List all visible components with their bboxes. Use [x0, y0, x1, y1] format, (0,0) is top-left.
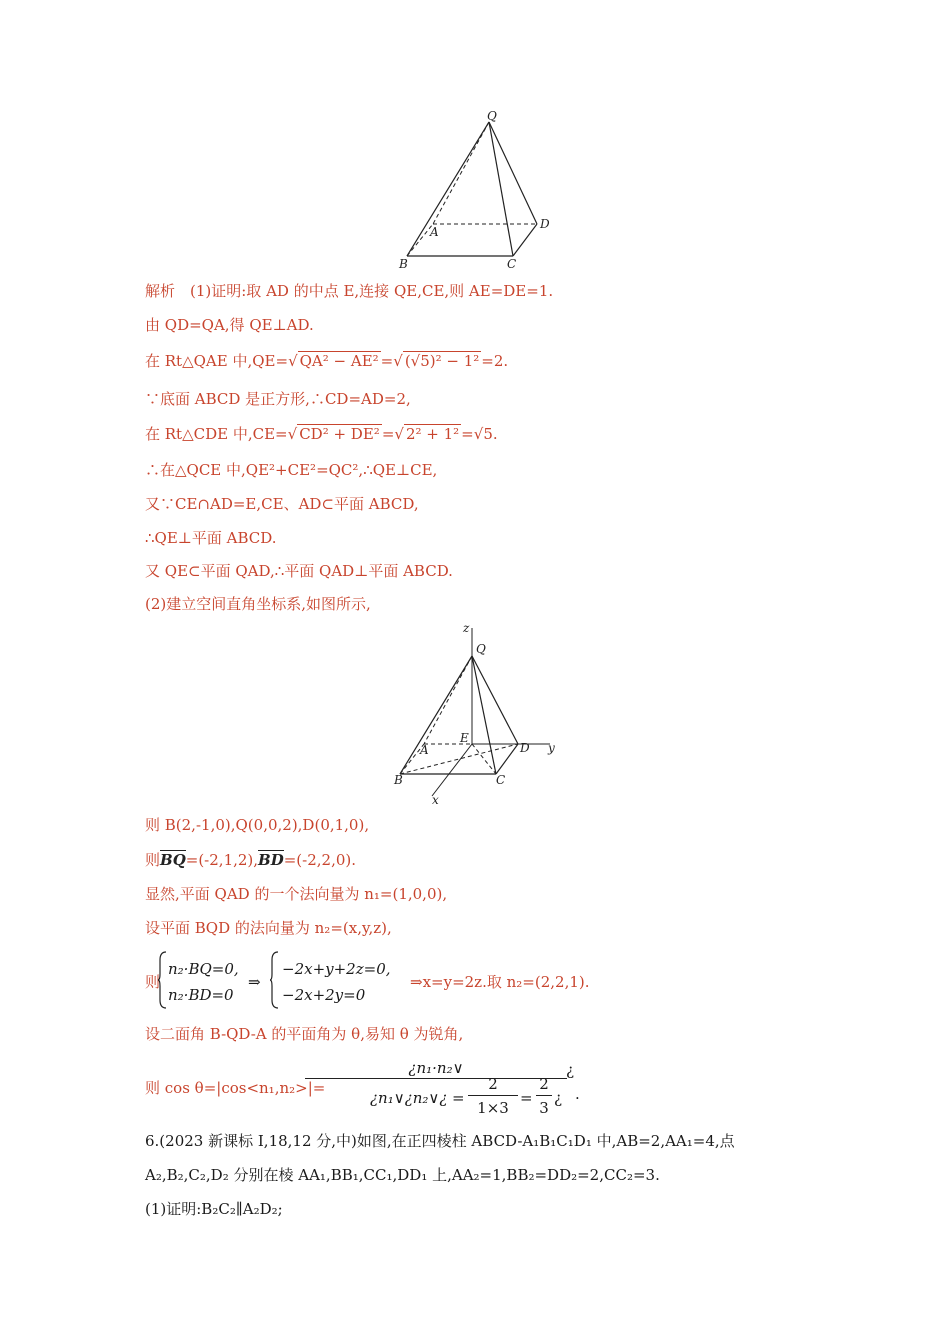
- label-A: A: [430, 225, 439, 239]
- coordinate-figure: [388, 618, 568, 808]
- sqrt-symbol: √: [288, 352, 298, 370]
- label-Q2: Q: [476, 642, 486, 656]
- l3-radicand-2: (√5)² − 1²: [404, 352, 480, 370]
- l12-bq-value: =(-2,1,2),: [185, 851, 259, 869]
- system2-eq1: −2x+y+2z=0,: [282, 960, 391, 978]
- frac-numerator: ¿n₁·n₂∨: [408, 1059, 464, 1077]
- frac3-den: 3: [539, 1099, 549, 1117]
- system-prefix: 则: [145, 973, 161, 991]
- l12-bd-value: =(-2,2,0).: [283, 851, 357, 869]
- sqrt-symbol-4: √: [394, 425, 404, 443]
- label-B: B: [399, 257, 408, 271]
- l5-result: 5.: [483, 425, 498, 443]
- axis-label-x: x: [432, 793, 439, 807]
- l5-eq-2: =: [461, 425, 474, 443]
- solution-line-13: 显然,平面 QAD 的一个法向量为 n₁=(1,0,0),: [145, 885, 448, 903]
- solution-line-5: [145, 424, 498, 444]
- problem-line-1: 6.(2023 新课标 Ⅰ,18,12 分,中)如图,在正四棱柱 ABCD-A₁B₁C₁D₁ 中,AB=2,AA₁=4,点: [145, 1132, 735, 1150]
- l3-eq: =: [380, 352, 394, 370]
- left-brace-1: [158, 950, 168, 1010]
- frac2-den: 1×3: [477, 1099, 509, 1117]
- frac3-bar: [536, 1095, 552, 1096]
- l3-text: 在 Rt△QAE 中,QE=: [145, 352, 289, 370]
- implies-arrow: ⇒: [248, 973, 261, 991]
- solution-line-16: 设二面角 B-QD-A 的平面角为 θ,易知 θ 为锐角,: [145, 1025, 464, 1043]
- label-C2: C: [496, 773, 506, 787]
- axis-label-y: y: [548, 741, 555, 755]
- frac-tail-2: ¿: [566, 1061, 575, 1079]
- sqrt-symbol-3: √: [287, 425, 298, 443]
- axis-label-z: z: [463, 621, 470, 635]
- pyramid-figure: [395, 110, 565, 275]
- system1-eq1: n₂·BQ=0,: [168, 960, 239, 978]
- solution-line-2: 由 QD=QA,得 QE⊥AD.: [145, 316, 314, 334]
- frac-bar: [305, 1078, 567, 1079]
- label-C: C: [507, 257, 517, 271]
- l5-eq: =: [381, 425, 395, 443]
- l3-result: =2.: [481, 352, 509, 370]
- l12-prefix: 则: [145, 851, 161, 869]
- label-D2: D: [520, 741, 530, 755]
- frac-tail: ¿: [554, 1089, 563, 1107]
- l3-radicand: QA² − AE²: [299, 352, 379, 370]
- solution-line-7: 又∵CE∩AD=E,CE、AD⊂平面 ABCD,: [145, 495, 419, 513]
- sqrt-symbol-5: √: [473, 425, 484, 443]
- label-E2: E: [460, 731, 469, 745]
- vector-BQ: BQ: [160, 851, 186, 869]
- frac2-num: 2: [488, 1075, 498, 1093]
- system-result: ⇒x=y=2z.取 n₂=(2,2,1).: [410, 973, 590, 991]
- frac2-bar: [468, 1095, 518, 1096]
- solution-line-11: 则 B(2,-1,0),Q(0,0,2),D(0,1,0),: [145, 816, 370, 834]
- solution-line-3: [145, 351, 508, 371]
- solution-line-6: ∴在△QCE 中,QE²+CE²=QC²,∴QE⊥CE,: [145, 461, 438, 479]
- label-A2: A: [420, 743, 429, 757]
- frac3-num: 2: [539, 1075, 549, 1093]
- system1-eq2: n₂·BD=0: [168, 986, 234, 1004]
- solution-line-10: (2)建立空间直角坐标系,如图所示,: [145, 595, 371, 613]
- solution-line-9: 又 QE⊂平面 QAD,∴平面 QAD⊥平面 ABCD.: [145, 562, 453, 580]
- solution-line-4: ∵底面 ABCD 是正方形,∴CD=AD=2,: [145, 390, 411, 408]
- solution-line-8: ∴QE⊥平面 ABCD.: [145, 529, 277, 547]
- solution-line-14: 设平面 BQD 的法向量为 n₂=(x,y,z),: [145, 919, 392, 937]
- coordinate-svg: [388, 618, 568, 808]
- l5-radicand-2: 2² + 1²: [405, 425, 460, 443]
- frac-equals-1: =: [452, 1089, 465, 1107]
- problem-line-3: (1)证明:B₂C₂∥A₂D₂;: [145, 1200, 283, 1218]
- label-Q: Q: [487, 110, 497, 123]
- solution-line-12: [145, 850, 356, 870]
- label-D: D: [540, 217, 550, 231]
- label-B2: B: [394, 773, 403, 787]
- frac-denominator: ¿n₁∨¿n₂∨¿: [370, 1089, 448, 1107]
- system2-eq2: −2x+2y=0: [282, 986, 366, 1004]
- vector-BD: BD: [258, 851, 284, 869]
- l5-text: 在 Rt△CDE 中,CE=: [145, 425, 288, 443]
- frac-equals-2: =: [520, 1089, 533, 1107]
- cos-prefix: 则 cos θ=|cos<n₁,n₂>|=: [145, 1079, 326, 1097]
- l5-radicand: CD² + DE²: [299, 425, 380, 443]
- left-brace-2: [270, 950, 280, 1010]
- problem-line-2: A₂,B₂,C₂,D₂ 分别在棱 AA₁,BB₁,CC₁,DD₁ 上,AA₂=1,BB₂=DD₂=2,CC₂=3.: [145, 1166, 660, 1184]
- solution-line-1: 解析 (1)证明:取 AD 的中点 E,连接 QE,CE,则 AE=DE=1.: [145, 282, 554, 300]
- line-end-period: .: [575, 1085, 580, 1103]
- sqrt-symbol-2: √: [393, 352, 403, 370]
- pyramid-svg: [395, 110, 565, 275]
